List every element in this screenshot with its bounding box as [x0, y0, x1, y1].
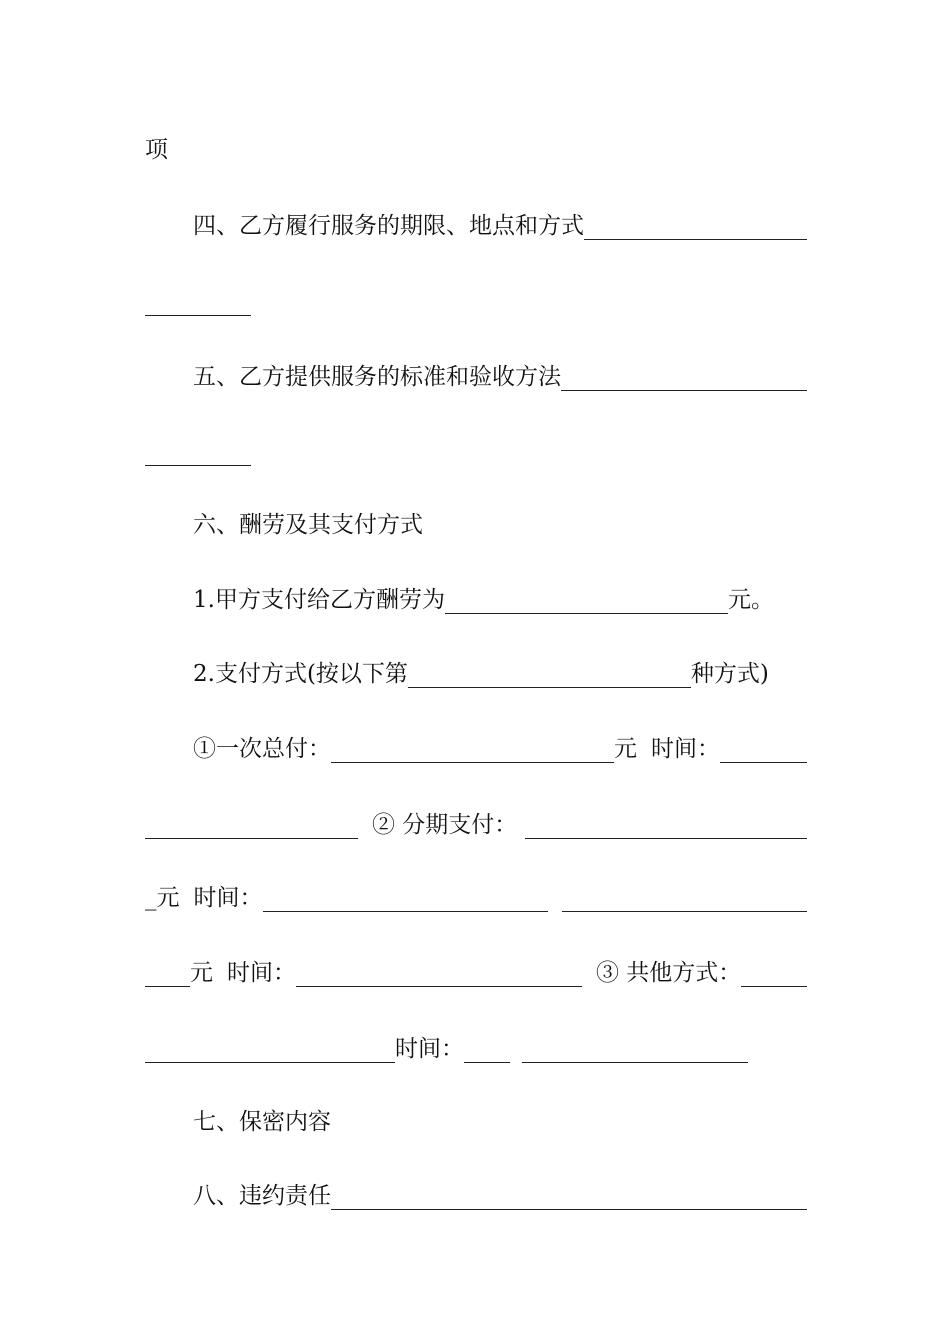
option-1-yuan: 元 — [614, 736, 637, 762]
option-3-extra-blank[interactable] — [522, 1032, 748, 1063]
option-1-time-blank-cont[interactable] — [145, 808, 358, 839]
option-3-time-label: 时间： — [395, 1036, 464, 1062]
section-6-line — [145, 505, 807, 545]
section-5-heading: 五、乙方提供服务的标准和验收方法 — [193, 364, 561, 390]
option-2-line — [145, 805, 807, 845]
section-4-heading: 四、乙方履行服务的期限、地点和方式 — [193, 213, 584, 239]
option-1-amount-blank[interactable] — [331, 732, 614, 763]
option-2-second-amount-blank[interactable] — [562, 881, 808, 912]
section-6-heading: 六、酬劳及其支付方式 — [193, 512, 423, 538]
option-2-time-blank[interactable] — [263, 881, 548, 912]
item-2-prefix: 2.支付方式(按以下第 — [193, 661, 408, 687]
option-2-second-yuan: 元 — [190, 960, 213, 986]
item-2-suffix: 种方式) — [690, 661, 769, 687]
option-3-blank[interactable] — [741, 956, 807, 987]
option-2-time-line — [145, 878, 807, 918]
option-2-amount-blank[interactable] — [525, 808, 807, 839]
item-1-prefix: 1.甲方支付给乙方酬劳为 — [193, 587, 445, 613]
section-5-blank-cont[interactable] — [145, 435, 251, 466]
option-3-blank-cont[interactable] — [145, 1032, 395, 1063]
section-8-line — [145, 1176, 807, 1216]
item-2-method-blank[interactable] — [408, 657, 691, 688]
option-1-label: ①一次总付： — [193, 736, 331, 762]
item-1-amount-blank[interactable] — [445, 583, 728, 614]
section-4-continuation — [145, 282, 807, 322]
option-3-time-blank[interactable] — [464, 1032, 510, 1063]
item-2-line — [145, 654, 807, 694]
option-1-time-blank[interactable] — [720, 732, 807, 763]
section-4-blank-cont[interactable] — [145, 285, 251, 316]
option-3-time-line — [145, 1029, 807, 1069]
option-1-time-label: 时间： — [651, 736, 720, 762]
section-4-line — [145, 206, 807, 246]
option-2-second-time-blank[interactable] — [296, 956, 582, 987]
option-2-second-time-label: 时间： — [227, 960, 296, 986]
option-3-line — [145, 953, 807, 993]
option-2-second-amount-blank-cont[interactable] — [145, 956, 190, 987]
option-2-label: ② 分期支付： — [372, 812, 518, 838]
option-2-yuan: _元 — [145, 885, 180, 911]
item-1-suffix: 元。 — [727, 587, 774, 613]
section-7-line — [145, 1102, 807, 1142]
section-4-blank[interactable] — [584, 209, 807, 240]
item-1-line — [145, 580, 807, 620]
continued-text-line — [145, 130, 807, 170]
continued-text: 项 — [145, 137, 168, 163]
option-1-line — [145, 729, 807, 769]
section-7-heading: 七、保密内容 — [193, 1109, 331, 1135]
section-8-blank[interactable] — [331, 1179, 807, 1210]
option-3-label: ③ 共他方式： — [596, 960, 742, 986]
option-2-time-label: 时间： — [193, 885, 263, 911]
section-5-continuation — [145, 432, 807, 472]
section-5-line — [145, 357, 807, 397]
section-8-heading: 八、违约责任 — [193, 1183, 331, 1209]
section-5-blank[interactable] — [561, 360, 807, 391]
